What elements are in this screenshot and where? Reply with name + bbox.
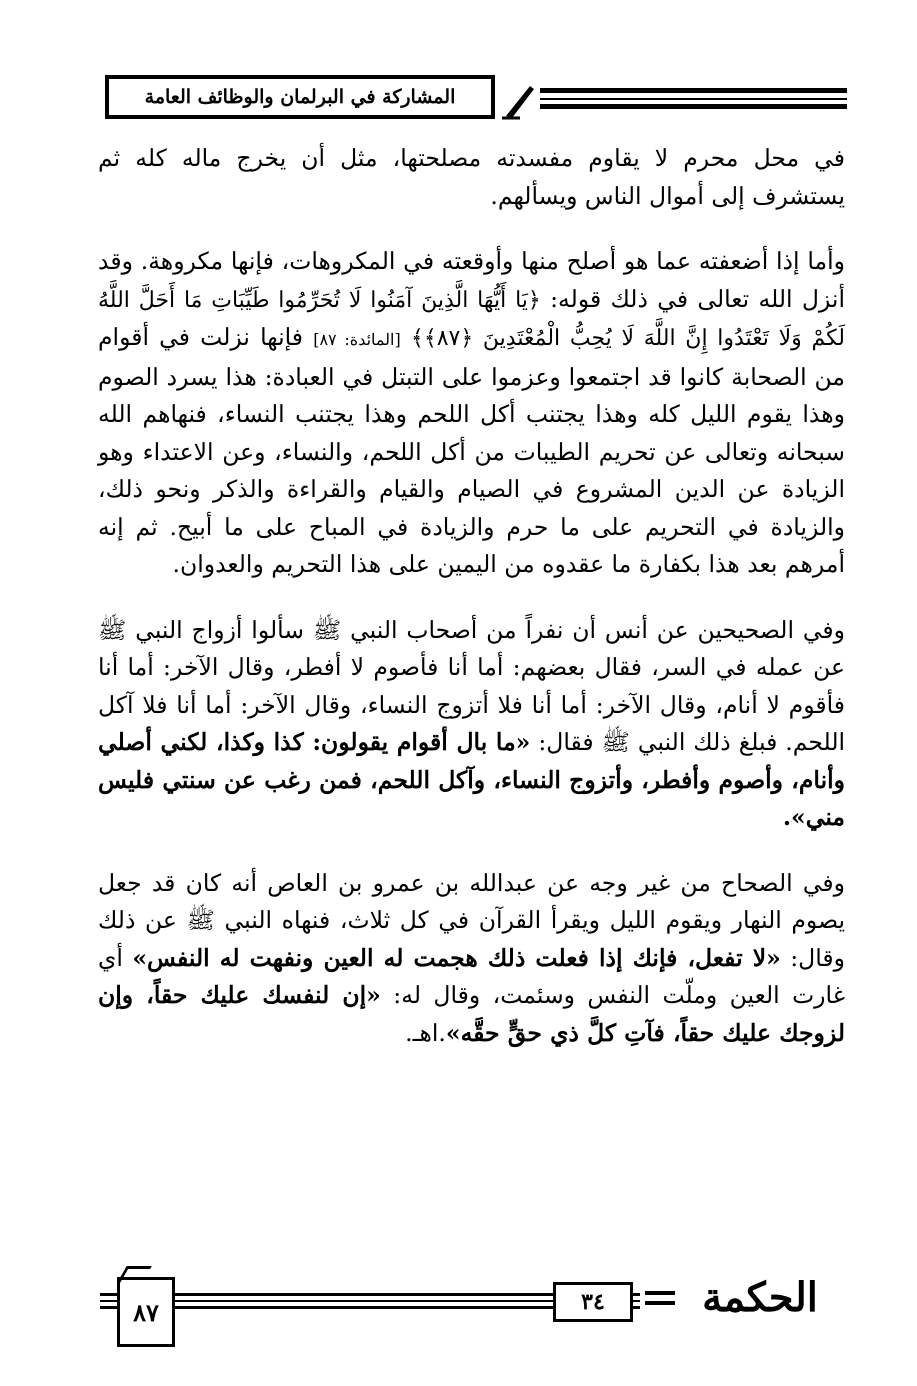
magazine-logo bbox=[680, 1267, 840, 1327]
paragraph-2-text: فإنها نزلت في أقوام من الصحابة كانوا قد اجتمعوا وعزموا على التبتل في العبادة: هذا يسرد الصوم وهذا يقوم الليل كله وهذا يجتنب أكل اللحم وهذا يجتنب النساء، فنهاهم الله سبحانه وتعالى عن تحريم الطيبات من أكل اللحم، والنساء، وعن الاعتداء وهو الزيادة عن الدين المشروع في الصيام والقيام والقراءة والذكر ونحو ذلك، والزيادة في التحريم على ما حرم والزيادة في المباح على ما أبيح. ثم إنه أمرهم بعد هذا بكفارة ما عقدوه من اليمين على هذا التحريم والعدوان. bbox=[98, 323, 845, 578]
header-rule-bottom bbox=[540, 104, 847, 109]
quran-verse: ﴿يَا أَيُّهَا الَّذِينَ آمَنُوا لَا تُحَرِّمُوا طَيِّبَاتِ مَا أَحَلَّ اللَّهُ لَكُمْ وَلَا تَعْتَدُوا إِنَّ اللَّهَ لَا يُحِبُّ الْمُعْتَدِينَ ﴿٨٧﴾﴾ bbox=[98, 287, 845, 351]
page-number: ٨٧ bbox=[133, 1297, 159, 1327]
running-header-title: المشاركة في البرلمان والوظائف العامة bbox=[144, 86, 456, 108]
hadith-quote-2: «لا تفعل، فإنك إذا فعلت ذلك هجمت له العين ونفهت له النفس» bbox=[132, 943, 781, 972]
page-number-box bbox=[117, 1277, 175, 1347]
page-footer bbox=[0, 1255, 917, 1365]
paragraph-4 bbox=[98, 865, 845, 1053]
issue-number: ٣٤ bbox=[581, 1289, 605, 1315]
paragraph-1-text: في محل محرم لا يقاوم مفسدته مصلحتها، مثل أن يخرج ماله كله ثم يستشرف إلى أموال الناس ويسألهم. bbox=[98, 144, 845, 210]
verse-reference: [المائدة: ٨٧] bbox=[313, 330, 401, 349]
paragraph-4-end: .اهـ. bbox=[405, 1018, 446, 1047]
paragraph-3 bbox=[98, 612, 845, 837]
paragraph-3-text: وفي الصحيحين عن أنس أن نفراً من أصحاب النبي ﷺ سألوا أزواج النبي ﷺ عن عمله في السر، فقال بعضهم: أما أنا فأصوم لا أفطر، وقال الآخر: أما أنا فأقوم لا أنام، وقال الآخر: أما أنا فلا أتزوج النساء، وقال الآخر: أما أنا فلا آكل اللحم. فبلغ ذلك النبي ﷺ فقال: bbox=[98, 615, 846, 756]
page-body bbox=[98, 140, 845, 1052]
paragraph-4-intro: وفي الصحاح من غير وجه عن عبدالله بن عمرو بن العاص أنه كان قد جعل يصوم النهار ويقوم الليل ويقرأ القرآن في كل ثلاث، فنهاه النبي ﷺ عن ذلك وقال: bbox=[98, 868, 845, 972]
issue-number-tag bbox=[553, 1282, 633, 1322]
paragraph-4-text: أي غارت العين وملّت النفس وسئمت، وقال له: bbox=[98, 943, 845, 1009]
header-rule-top bbox=[540, 88, 847, 93]
paragraph-2-intro: وأما إذا أضعفته عما هو أصلح منها وأوقعته في المكروهات، فإنها مكروهة. وقد أنزل الله تعالى في ذلك قوله: bbox=[98, 247, 845, 313]
paragraph-1 bbox=[98, 140, 845, 215]
hadith-quote-3: «إن لنفسك عليك حقاً، وإن لزوجك عليك حقاً، فآتِ كلَّ ذي حقٍّ حقَّه» bbox=[98, 981, 845, 1047]
footer-dash-bottom bbox=[645, 1301, 675, 1305]
hadith-quote-1: «ما بال أقوام يقولون: كذا وكذا، لكني أصلي وأنام، وأصوم وأفطر، وأتزوج النساء، وآكل اللحم، فمن رغب عن سنتي فليس مني». bbox=[98, 728, 845, 831]
paragraph-2 bbox=[98, 243, 845, 584]
footer-dash-top bbox=[645, 1291, 675, 1295]
pen-icon bbox=[500, 80, 540, 120]
header-rule-middle bbox=[540, 98, 847, 100]
running-header bbox=[105, 75, 495, 119]
magazine-logo-text: الحكمة bbox=[702, 1273, 818, 1321]
